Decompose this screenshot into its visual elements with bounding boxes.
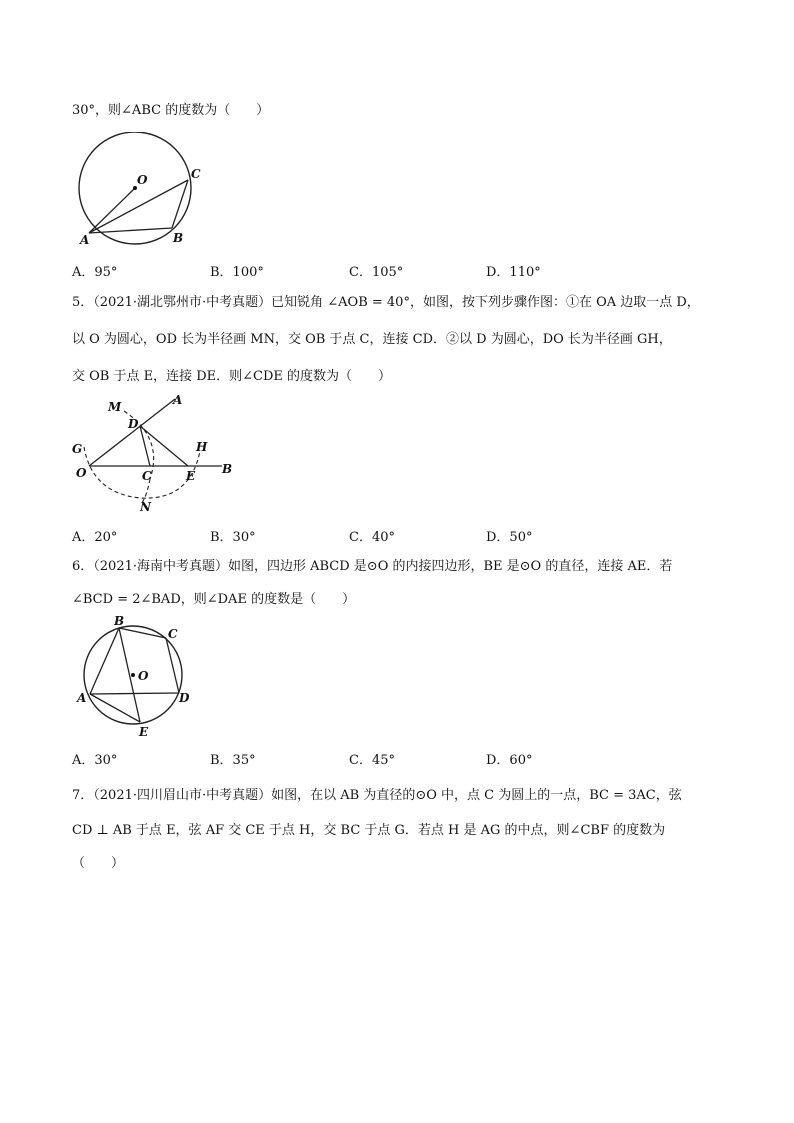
- label-A: A: [173, 393, 183, 407]
- label-A: A: [80, 233, 90, 247]
- q6-stem-line2: ∠BCD = 2∠BAD，则∠DAE 的度数是（ ）: [72, 592, 356, 607]
- q7-stem-line2: CD ⊥ AB 于点 E，弦 AF 交 CE 于点 H，交 BC 于点 G．若点 H 是 AG 的中点，则∠CBF 的度数为: [72, 823, 666, 838]
- q4-figure: [72, 132, 212, 256]
- q4-option-c[interactable]: C．105°: [349, 265, 404, 280]
- q6-stem-line1: 6．（2021·海南中考真题）如图，四边形 ABCD 是⊙O 的内接四边形，BE 是⊙O 的直径，连接 AE．若: [72, 559, 673, 574]
- label-E: E: [186, 469, 196, 483]
- label-D: D: [128, 417, 139, 431]
- label-B: B: [173, 231, 184, 245]
- label-M: M: [108, 400, 122, 414]
- label-C: C: [142, 469, 152, 483]
- q5-option-c[interactable]: C．40°: [349, 530, 395, 545]
- q5-stem-line1: 5．（2021·湖北鄂州市·中考真题）已知锐角 ∠AOB = 40°，如图，按下列步骤作图：①在 OA 边取一点 D，: [72, 295, 700, 310]
- q6-options: [72, 749, 632, 767]
- q5-option-b[interactable]: B．30°: [210, 530, 256, 545]
- q5-options: [72, 526, 632, 544]
- q7-stem-line3: （ ）: [72, 856, 125, 871]
- q5-figure: [72, 393, 242, 522]
- q5-stem-line2: 以 O 为圆心，OD 长为半径画 MN，交 OB 于点 C，连接 CD．②以 D 为圆心，DO 长为半径画 GH，: [72, 332, 672, 347]
- label-E: E: [139, 725, 149, 739]
- q6-option-b[interactable]: B．35°: [210, 753, 256, 768]
- q4-option-d[interactable]: D．110°: [486, 265, 541, 280]
- q5-option-a[interactable]: A．20°: [72, 530, 118, 545]
- label-C: C: [168, 627, 178, 641]
- label-N: N: [140, 500, 151, 514]
- label-H: H: [196, 440, 208, 454]
- q6-option-c[interactable]: C．45°: [349, 753, 395, 768]
- label-G: G: [72, 442, 83, 456]
- label-C: C: [191, 167, 201, 181]
- q6-option-a[interactable]: A．30°: [72, 753, 118, 768]
- q6-figure: [72, 613, 202, 747]
- q6-option-d[interactable]: D．60°: [486, 753, 533, 768]
- label-O: O: [138, 669, 149, 683]
- q4-stem: 30°，则∠ABC 的度数为（ ）: [72, 103, 270, 118]
- q5-stem-line3: 交 OB 于点 E，连接 DE．则∠CDE 的度数为（ ）: [72, 369, 392, 384]
- q4-option-b[interactable]: B．100°: [210, 265, 264, 280]
- label-A: A: [77, 691, 87, 705]
- q5-option-d[interactable]: D．50°: [486, 530, 533, 545]
- q4-option-a[interactable]: A．95°: [72, 265, 118, 280]
- label-O: O: [137, 173, 148, 187]
- label-O: O: [76, 466, 87, 480]
- label-B: B: [114, 614, 125, 628]
- label-D: D: [179, 691, 190, 705]
- q7-stem-line1: 7．（2021·四川眉山市·中考真题）如图，在以 AB 为直径的⊙O 中，点 C 为圆上的一点，BC = 3AC，弦: [72, 788, 682, 803]
- label-B: B: [222, 462, 233, 476]
- q4-options: [72, 261, 632, 279]
